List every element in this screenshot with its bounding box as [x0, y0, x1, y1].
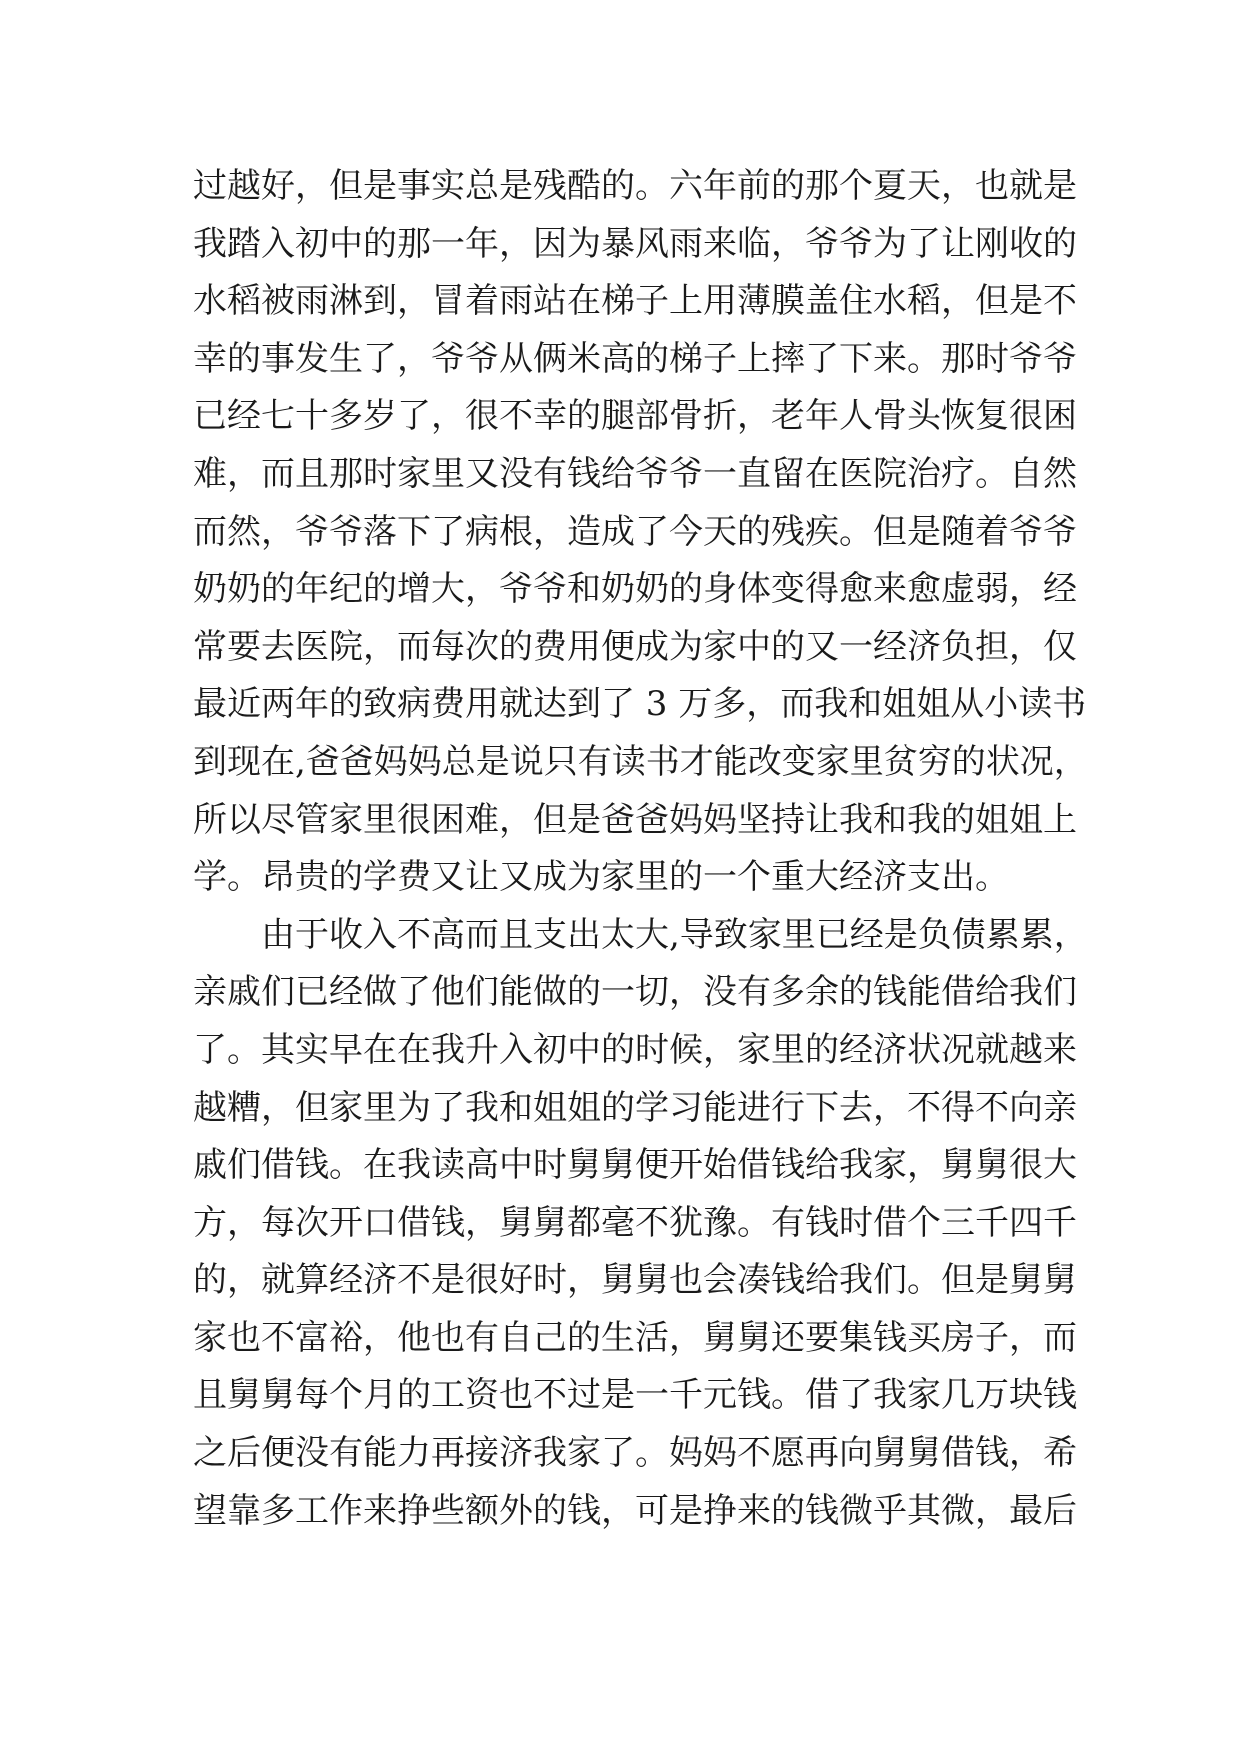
text-line: 学。昂贵的学费又让又成为家里的一个重大经济支出。: [193, 857, 1009, 898]
text-line: 常要去医院，而每次的费用便成为家中的又一经济负担，仅: [193, 626, 1077, 667]
text-line: 由于收入不高而且支出太大,导致家里已经是负债累累，: [261, 914, 1088, 955]
text-line: 方，每次开口借钱，舅舅都毫不犹豫。有钱时借个三千四千: [193, 1202, 1077, 1243]
text-line: 我踏入初中的那一年，因为暴风雨来临，爷爷为了让刚收的: [193, 223, 1077, 264]
text-line: 亲戚们已经做了他们能做的一切，没有多余的钱能借给我们: [193, 972, 1077, 1013]
text-line: 所以尽管家里很困难，但是爸爸妈妈坚持让我和我的姐姐上: [193, 799, 1077, 840]
text-line: 难，而且那时家里又没有钱给爷爷一直留在医院治疗。自然: [193, 453, 1077, 494]
text-line: 家也不富裕，他也有自己的生活，舅舅还要集钱买房子，而: [193, 1317, 1077, 1358]
text-line: 之后便没有能力再接济我家了。妈妈不愿再向舅舅借钱，希: [193, 1433, 1077, 1474]
text-line: 且舅舅每个月的工资也不过是一千元钱。借了我家几万块钱: [193, 1375, 1077, 1416]
text-line: 而然，爷爷落下了病根，造成了今天的残疾。但是随着爷爷: [193, 511, 1077, 552]
text-line: 了。其实早在在我升入初中的时候，家里的经济状况就越来: [193, 1029, 1077, 1070]
text-line: 戚们借钱。在我读高中时舅舅便开始借钱给我家，舅舅很大: [193, 1145, 1077, 1186]
text-line: 的，就算经济不是很好时，舅舅也会凑钱给我们。但是舅舅: [193, 1260, 1077, 1301]
text-line: 幸的事发生了，爷爷从俩米高的梯子上摔了下来。那时爷爷: [193, 338, 1077, 379]
text-line: 越糟，但家里为了我和姐姐的学习能进行下去，不得不向亲: [193, 1087, 1077, 1128]
body-text: [193, 158, 1088, 1540]
text-line: 奶奶的年纪的增大，爷爷和奶奶的身体变得愈来愈虚弱，经: [193, 569, 1077, 610]
text-line: 过越好，但是事实总是残酷的。六年前的那个夏天，也就是: [193, 166, 1077, 206]
paragraph-1: [193, 158, 1088, 907]
text-line: 最近两年的致病费用就达到了 3 万多，而我和姐姐从小读书: [193, 684, 1087, 725]
paragraph-2: [193, 907, 1088, 1541]
text-line: 水稻被雨淋到，冒着雨站在梯子上用薄膜盖住水稻，但是不: [193, 281, 1077, 322]
text-line: 到现在,爸爸妈妈总是说只有读书才能改变家里贫穷的状况，: [193, 741, 1088, 782]
text-line: 已经七十多岁了，很不幸的腿部骨折，老年人骨头恢复很困: [193, 396, 1077, 437]
text-line: 望靠多工作来挣些额外的钱，可是挣来的钱微乎其微，最后: [193, 1490, 1077, 1531]
